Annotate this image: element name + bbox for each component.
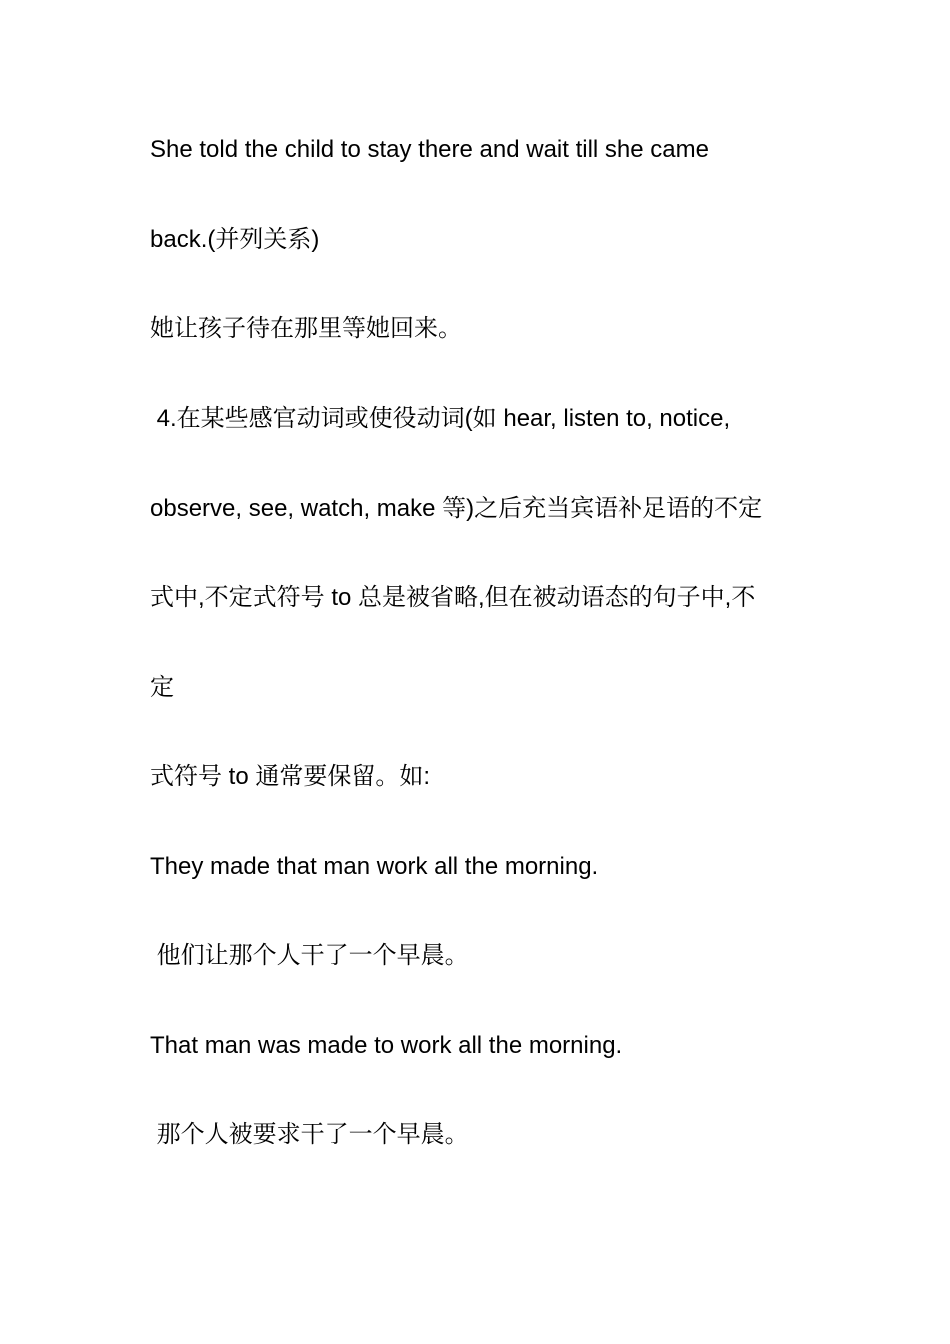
text-line-rule-4-part-4: 定: [150, 674, 174, 701]
text-line-rule-4-part-5: 式符号 to 通常要保留。如:: [150, 763, 431, 790]
text-line-english-example-3: That man was made to work all the morning.: [150, 1032, 623, 1059]
text-line-rule-4-part-1: 4.在某些感官动词或使役动词(如 hear, listen to, notice,: [150, 405, 731, 432]
text-line-rule-4-part-3: 式中,不定式符号 to 总是被省略,但在被动语态的句子中,不: [150, 584, 756, 611]
text-line-english-example-2: They made that man work all the morning.: [150, 853, 599, 880]
text-line-english-example-1b: back.(并列关系): [150, 226, 320, 253]
text-line-chinese-translation-2: 他们让那个人干了一个早晨。: [150, 942, 469, 969]
text-line-chinese-translation-3: 那个人被要求干了一个早晨。: [150, 1121, 469, 1148]
text-line-rule-4-part-2: observe, see, watch, make 等)之后充当宾语补足语的不定: [150, 495, 763, 522]
text-line-english-example-1a: She told the child to stay there and wait till she came: [150, 136, 709, 163]
text-line-chinese-translation-1: 她让孩子待在那里等她回来。: [150, 315, 462, 342]
